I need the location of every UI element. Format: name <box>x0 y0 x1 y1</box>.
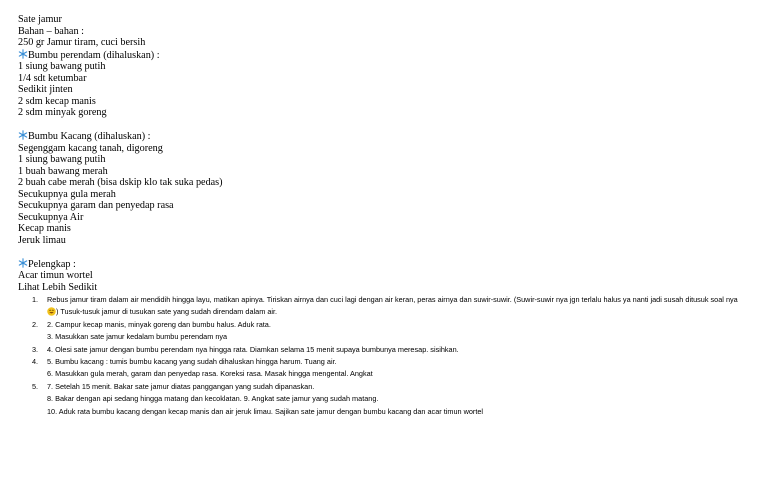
step-item <box>18 381 747 393</box>
snowflake-icon <box>18 130 28 140</box>
snowflake-icon <box>18 49 28 59</box>
peanut-sauce-item: Secukupnya gula merah <box>18 188 116 200</box>
peanut-sauce-item: 1 buah bawang merah <box>18 165 108 177</box>
step-item <box>18 331 747 343</box>
step-item <box>18 368 747 380</box>
marinade-item: 1/4 sdt ketumbar <box>18 72 87 84</box>
peanut-sauce-item: Jeruk limau <box>18 234 66 246</box>
complement-item: Acar timun wortel <box>18 270 93 281</box>
step-number: 3. <box>32 344 39 354</box>
recipe-document <box>18 14 758 418</box>
see-less-link[interactable]: Lihat Lebih Sedikit <box>18 281 98 293</box>
step-number: 1. <box>32 295 39 304</box>
step-text: 5. Bumbu kacang : tumis bumbu kacang yang sudah dihaluskan hingga harum. Tuang air. <box>47 357 337 367</box>
step-text: 2. Campur kecap manis, minyak goreng dan bumbu halus. Aduk rata. <box>47 319 271 329</box>
step-item <box>18 319 747 331</box>
step-text: 8. Bakar dengan api sedang hingga matang dan kecoklatan. 9. Angkat sate jamur yang sudah matang. <box>47 394 379 404</box>
step-text: 3. Masukkan sate jamur kedalam bumbu perendam nya <box>47 332 228 342</box>
step-item <box>18 356 747 368</box>
step-item <box>18 294 747 319</box>
step-number: 5. <box>32 381 39 391</box>
marinade-item: 2 sdm kecap manis <box>18 95 96 107</box>
marinade-item: 1 siung bawang putih <box>18 61 106 72</box>
step-number: 2. <box>32 319 39 329</box>
step-item <box>18 406 747 418</box>
step-number: 4. <box>32 357 39 367</box>
complement-header: Pelengkap : <box>28 258 76 270</box>
complement-header-row <box>18 258 758 271</box>
step-text: 6. Masukkan gula merah, garam dan penyedap rasa. Koreksi rasa. Masak hingga mengental. Angkat <box>47 369 373 379</box>
ingredient-item: 250 gr Jamur tiram, cuci bersih <box>18 37 146 48</box>
marinade-item: 2 sdm minyak goreng <box>18 107 107 118</box>
spacer <box>18 246 758 258</box>
peanut-sauce-item: Kecap manis <box>18 223 71 234</box>
recipe-title: Sate jamur <box>18 14 62 25</box>
marinade-header: Bumbu perendam (dihaluskan) : <box>28 49 160 61</box>
snowflake-icon <box>18 258 28 268</box>
marinade-header-row <box>18 49 758 62</box>
step-item <box>18 344 747 356</box>
step-text: 7. Setelah 15 menit. Bakar sate jamur diatas panggangan yang sudah dipanaskan. <box>47 381 315 391</box>
peanut-sauce-header: Bumbu Kacang (dihaluskan) : <box>28 131 151 142</box>
ingredients-header: Bahan – bahan : <box>18 25 84 37</box>
step-text: 10. Aduk rata bumbu kacang dengan kecap manis dan air jeruk limau. Sajikan sate jamur dengan bumbu kacang dan acar timun wortel <box>47 406 484 416</box>
step-item <box>18 393 747 405</box>
peanut-sauce-header-row <box>18 130 758 143</box>
marinade-item: Sedikit jinten <box>18 84 73 95</box>
peanut-sauce-item: Secukupnya Air <box>18 211 84 223</box>
steps-list <box>18 294 758 418</box>
peanut-sauce-item: 1 siung bawang putih <box>18 154 106 165</box>
step-text: 4. Olesi sate jamur dengan bumbu perendam nya hingga rata. Diamkan selama 15 menit supaya bumbunya meresap. sisihkan. <box>47 344 459 354</box>
peanut-sauce-item: 2 buah cabe merah (bisa dskip klo tak suka pedas) <box>18 177 223 188</box>
smile-emoji-icon <box>47 307 56 316</box>
peanut-sauce-item: Segenggam kacang tanah, digoreng <box>18 142 163 154</box>
peanut-sauce-item: Secukupnya garam dan penyedap rasa <box>18 200 174 211</box>
step-text: Rebus jamur tiram dalam air mendidih hingga layu, matikan apinya. Tiriskan airnya dan cuci lagi dengan air keran, peras airnya dan suwir-suwir. (Suwir-suwir nya jgn terlalu halus ya nanti jadi susah ditusuk soal nya ) Tusuk-tusuk jamur di tusukan sate yang sudah direndam dalam air. <box>47 295 738 317</box>
spacer <box>18 119 758 131</box>
